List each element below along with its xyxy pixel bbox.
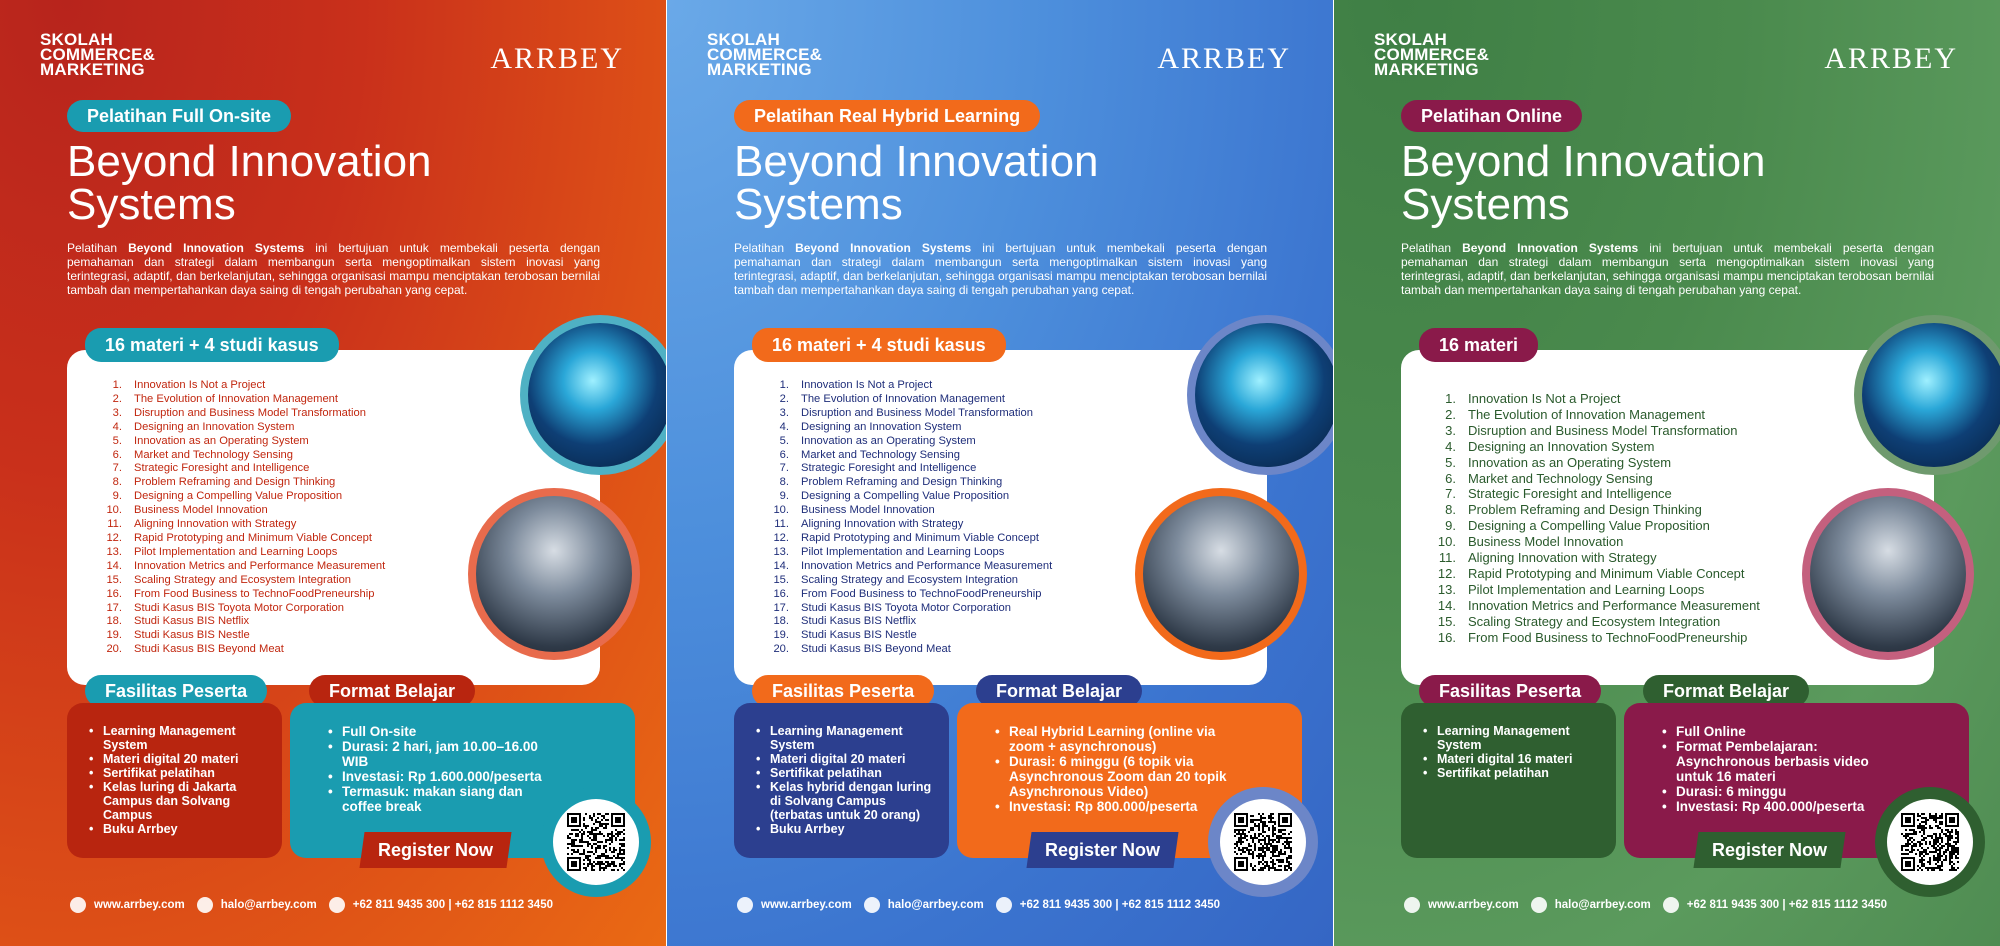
topic-item: 9. Designing a Compelling Value Proposition (779, 490, 1010, 503)
brand-logo-skolah: SKOLAH COMMERCE& MARKETING (707, 30, 823, 79)
register-button[interactable]: Register Now (1693, 832, 1845, 868)
topic-item: 10. Business Model Innovation (1437, 534, 1624, 550)
materi-count-badge: 16 materi + 4 studi kasus (752, 328, 1006, 362)
format-item: • Durasi: 6 minggu (6 topik via Asynchronous Zoom dan 20 topik Asynchronous Video) (995, 754, 1235, 799)
qr-code[interactable] (541, 787, 651, 897)
phone-numbers[interactable]: +62 811 9435 300 | +62 815 1112 3450 (1019, 899, 1220, 911)
topic-item: 12. Rapid Prototyping and Minimum Viable Concept (1437, 565, 1745, 581)
format-item: • Durasi: 2 hari, jam 10.00–16.00 WIB (328, 739, 558, 769)
brand-logo-skolah: SKOLAH COMMERCE& MARKETING (1374, 30, 1490, 79)
website-link[interactable]: www.arrbey.com (94, 899, 185, 911)
register-button[interactable]: Register Now (1026, 832, 1178, 868)
facility-item: • Buku Arrbey (89, 822, 269, 836)
email-link[interactable]: halo@arrbey.com (220, 899, 317, 911)
email-link[interactable]: halo@arrbey.com (1554, 899, 1651, 911)
qr-code-icon (1234, 813, 1292, 871)
materi-count-badge: 16 materi + 4 studi kasus (85, 328, 339, 362)
facility-item: • Learning Management System (1423, 724, 1603, 752)
topic-item: 14. Innovation Metrics and Performance Measurement (106, 559, 386, 572)
facilities-heading: Fasilitas Peserta (1419, 675, 1601, 707)
lab-image-circle (1802, 488, 1974, 660)
qr-code[interactable] (1875, 787, 1985, 897)
poster-hybrid (667, 0, 1333, 946)
format-item: • Durasi: 6 minggu (1662, 784, 1892, 799)
topic-item: 4. Designing an Innovation System (779, 420, 962, 433)
topic-item: 19. Studi Kasus BIS Nestle (106, 629, 250, 642)
topic-item: 20. Studi Kasus BIS Beyond Meat (106, 643, 284, 656)
topic-item: 6. Market and Technology Sensing (779, 448, 961, 461)
topic-item: 1. Innovation Is Not a Project (779, 379, 933, 391)
topic-item: 5. Innovation as an Operating System (112, 434, 309, 447)
topic-item: 16. From Food Business to TechnoFoodPreneurship (773, 587, 1042, 600)
topic-item: 7. Strategic Foresight and Intelligence (1445, 486, 1672, 502)
topic-item: 12. Rapid Prototyping and Minimum Viable Concept (773, 531, 1039, 544)
topic-item: 5. Innovation as an Operating System (1445, 454, 1672, 470)
qr-code[interactable] (1208, 787, 1318, 897)
topic-item: 13. Pilot Implementation and Learning Loops (1437, 581, 1705, 597)
facility-item: • Sertifikat pelatihan (89, 766, 269, 780)
facility-item: • Learning Management System (756, 724, 936, 752)
arrbey-logo: ARRBEY (490, 42, 624, 75)
format-heading: Format Belajar (976, 675, 1142, 707)
register-button[interactable]: Register Now (359, 832, 511, 868)
topic-item: 6. Market and Technology Sensing (1445, 470, 1653, 486)
topic-item: 3. Disruption and Business Model Transformation (1445, 422, 1738, 438)
arrbey-logo: ARRBEY (1157, 42, 1291, 75)
facilities-box (734, 703, 949, 858)
phone-numbers[interactable]: +62 811 9435 300 | +62 815 1112 3450 (1686, 899, 1887, 911)
topic-item: 12. Rapid Prototyping and Minimum Viable Concept (106, 531, 372, 544)
training-type-tag: Pelatihan Full On-site (67, 100, 291, 132)
topic-item: 7. Strategic Foresight and Intelligence (779, 462, 977, 475)
topics-list (1429, 391, 1760, 646)
topic-item: 15. Scaling Strategy and Ecosystem Integration (1437, 613, 1721, 629)
globe-icon (737, 897, 753, 913)
topic-item: 17. Studi Kasus BIS Toyota Motor Corporation (773, 601, 1011, 614)
tech-image-circle (1854, 315, 2000, 475)
topic-item: 15. Scaling Strategy and Ecosystem Integration (106, 573, 352, 586)
format-item: • Termasuk: makan siang dan coffee break (328, 784, 558, 814)
page-title: Beyond Innovation Systems (1401, 137, 1766, 229)
format-item: • Real Hybrid Learning (online via zoom + asynchronous) (995, 724, 1235, 754)
qr-code-icon (1901, 813, 1959, 871)
topic-item: 4. Designing an Innovation System (1445, 438, 1655, 454)
topic-item: 6. Market and Technology Sensing (112, 448, 294, 461)
page-title: Beyond Innovation Systems (67, 137, 432, 229)
facility-item: • Sertifikat pelatihan (756, 766, 936, 780)
arrbey-logo: ARRBEY (1824, 42, 1958, 75)
topic-item: 10. Business Model Innovation (106, 504, 268, 517)
format-item: • Full On-site (328, 724, 558, 739)
lab-image-circle (468, 488, 640, 660)
topic-item: 4. Designing an Innovation System (112, 420, 295, 433)
format-item: • Investasi: Rp 800.000/peserta (995, 799, 1235, 814)
brand-logo-skolah: SKOLAH COMMERCE& MARKETING (40, 30, 156, 79)
training-type-tag: Pelatihan Online (1401, 100, 1582, 132)
topic-item: 16. From Food Business to TechnoFoodPreneurship (106, 587, 375, 600)
phone-icon (329, 897, 345, 913)
topic-item: 5. Innovation as an Operating System (779, 434, 976, 447)
facility-item: • Sertifikat pelatihan (1423, 766, 1603, 780)
page-title: Beyond Innovation Systems (734, 137, 1099, 229)
facilities-heading: Fasilitas Peserta (752, 675, 934, 707)
phone-icon (1663, 897, 1679, 913)
topic-item: 8. Problem Reframing and Design Thinking (112, 476, 336, 489)
mail-icon (197, 897, 213, 913)
facility-item: • Materi digital 16 materi (1423, 752, 1603, 766)
topic-item: 2. The Evolution of Innovation Management (1445, 406, 1706, 422)
facility-item: • Learning Management System (89, 724, 269, 752)
qr-code-icon (567, 813, 625, 871)
format-item: • Investasi: Rp 400.000/peserta (1662, 799, 1892, 814)
facility-item: • Kelas hybrid dengan luring di Solvang Campus (terbatas untuk 20 orang) (756, 780, 936, 822)
topic-item: 9. Designing a Compelling Value Proposition (112, 490, 343, 503)
topic-item: 8. Problem Reframing and Design Thinking (1445, 502, 1702, 518)
facilities-box (67, 703, 282, 858)
topic-item: 18. Studi Kasus BIS Netflix (106, 615, 250, 628)
topic-item: 13. Pilot Implementation and Learning Loops (106, 545, 338, 558)
topic-item: 2. The Evolution of Innovation Management (112, 392, 338, 405)
topic-item: 20. Studi Kasus BIS Beyond Meat (773, 643, 951, 656)
topic-item: 3. Disruption and Business Model Transformation (779, 406, 1033, 419)
topic-item: 8. Problem Reframing and Design Thinking (779, 476, 1003, 489)
materi-count-badge: 16 materi (1419, 328, 1538, 362)
topic-item: 17. Studi Kasus BIS Toyota Motor Corporation (106, 601, 344, 614)
topics-list (762, 379, 1052, 657)
mail-icon (1531, 897, 1547, 913)
topic-item: 10. Business Model Innovation (773, 504, 935, 517)
contact-footer (70, 897, 565, 913)
format-item: • Format Pembelajaran: Asynchronous berbasis video untuk 16 materi (1662, 739, 1892, 784)
globe-icon (1404, 897, 1420, 913)
facilities-box (1401, 703, 1616, 858)
topic-item: 13. Pilot Implementation and Learning Loops (773, 545, 1005, 558)
topic-item: 11. Aligning Innovation with Strategy (1438, 550, 1657, 566)
facility-item: • Buku Arrbey (756, 822, 936, 836)
website-link[interactable]: www.arrbey.com (761, 899, 852, 911)
facility-item: • Kelas luring di Jakarta Campus dan Solvang Campus (89, 780, 269, 822)
topic-item: 14. Innovation Metrics and Performance Measurement (1437, 597, 1760, 613)
topic-item: 3. Disruption and Business Model Transformation (112, 406, 366, 419)
contact-footer (737, 897, 1232, 913)
facility-item: • Materi digital 20 materi (756, 752, 936, 766)
topic-item: 15. Scaling Strategy and Ecosystem Integration (773, 573, 1019, 586)
mail-icon (864, 897, 880, 913)
description: Pelatihan Beyond Innovation Systems ini bertujuan untuk membekali peserta dengan pemahaman dan strategi dalam membangun serta mengoptimalkan sistem inovasi yang terintegrasi, adaptif, dan berkelanjutan, sehingga organisasi mampu menciptakan terobosan bernilai tambah dan mempertahankan daya saing di tengah perubahan yang cepat. (734, 241, 1268, 297)
topic-item: 11. Aligning Innovation with Strategy (774, 518, 964, 531)
tech-image-circle (1187, 315, 1333, 475)
format-item: • Full Online (1662, 724, 1892, 739)
globe-icon (70, 897, 86, 913)
topic-item: 1. Innovation Is Not a Project (112, 379, 266, 391)
format-heading: Format Belajar (309, 675, 475, 707)
tech-image-circle (520, 315, 666, 475)
phone-icon (996, 897, 1012, 913)
format-item: • Investasi: Rp 1.600.000/peserta (328, 769, 558, 784)
contact-footer (1404, 897, 1899, 913)
topic-item: 14. Innovation Metrics and Performance Measurement (773, 559, 1053, 572)
email-link[interactable]: halo@arrbey.com (887, 899, 984, 911)
topic-item: 19. Studi Kasus BIS Nestle (773, 629, 917, 642)
facilities-heading: Fasilitas Peserta (85, 675, 267, 707)
topic-item: 7. Strategic Foresight and Intelligence (112, 462, 310, 475)
topic-item: 11. Aligning Innovation with Strategy (107, 518, 297, 531)
website-link[interactable]: www.arrbey.com (1428, 899, 1519, 911)
topic-item: 18. Studi Kasus BIS Netflix (773, 615, 917, 628)
facility-item: • Materi digital 20 materi (89, 752, 269, 766)
description: Pelatihan Beyond Innovation Systems ini bertujuan untuk membekali peserta dengan pemahaman dan strategi dalam membangun serta mengoptimalkan sistem inovasi yang terintegrasi, adaptif, dan berkelanjutan, sehingga organisasi mampu menciptakan terobosan bernilai tambah dan mempertahankan daya saing di tengah perubahan yang cepat. (1401, 241, 1935, 297)
topics-list (95, 379, 385, 657)
poster-full-onsite (0, 0, 666, 946)
topic-item: 9. Designing a Compelling Value Proposition (1445, 518, 1710, 534)
format-heading: Format Belajar (1643, 675, 1809, 707)
phone-numbers[interactable]: +62 811 9435 300 | +62 815 1112 3450 (352, 899, 553, 911)
poster-online (1334, 0, 2000, 946)
training-type-tag: Pelatihan Real Hybrid Learning (734, 100, 1040, 132)
description: Pelatihan Beyond Innovation Systems ini bertujuan untuk membekali peserta dengan pemahaman dan strategi dalam membangun serta mengoptimalkan sistem inovasi yang terintegrasi, adaptif, dan berkelanjutan, sehingga organisasi mampu menciptakan terobosan bernilai tambah dan mempertahankan daya saing di tengah perubahan yang cepat. (67, 241, 601, 297)
topic-item: 2. The Evolution of Innovation Management (779, 392, 1005, 405)
lab-image-circle (1135, 488, 1307, 660)
topic-item: 1. Innovation Is Not a Project (1445, 391, 1621, 406)
topic-item: 16. From Food Business to TechnoFoodPreneurship (1437, 629, 1748, 645)
